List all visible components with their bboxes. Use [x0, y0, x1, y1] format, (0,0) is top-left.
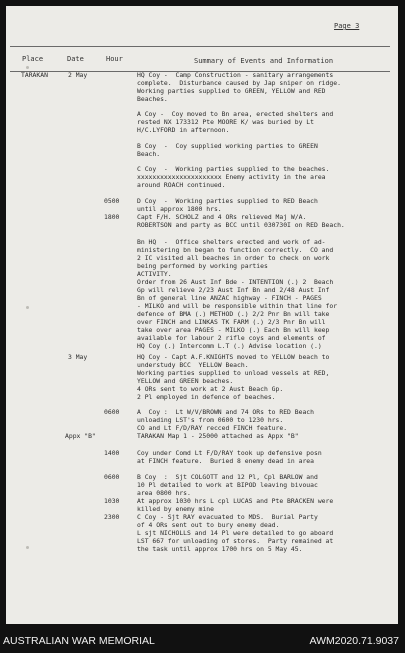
entry-line: A Coy : Lt W/V/BROWN and 74 ORs to RED Beach: [137, 408, 314, 416]
entry-line: rested NX 173312 Pte MOORE K/ was buried by Lt: [137, 118, 314, 126]
entry-line: Working parties supplied to unload vessels at RED,: [137, 369, 330, 377]
entry-line: available for labour 2 rifle coys and elements of: [137, 334, 326, 342]
entry-line: B Coy - Coy supplied working parties to GREEN: [137, 142, 318, 150]
entry-line: take over area PAGES - MILKO (.) Each Bn will keep: [137, 326, 330, 334]
entry-line: Coy under Comd Lt F/D/RAY took up defensive posn: [137, 449, 322, 457]
entry-line: H/C.LYFORD in afternoon.: [137, 126, 230, 134]
punch-hole: [26, 66, 29, 69]
entry-line: 2 IC visited all beaches in order to check on work: [137, 254, 330, 262]
entry-line: 10 Pl detailed to work at BIPOD leaving bivouac: [137, 481, 318, 489]
entry-line: YELLOW and GREEN beaches.: [137, 377, 234, 385]
entry-line: 2 Pl employed in defence of beaches.: [137, 393, 276, 401]
footer-institution: AUSTRALIAN WAR MEMORIAL: [3, 635, 155, 647]
entry-line: LST 667 for unloading of stores. Party remained at: [137, 537, 334, 545]
hour-2300: 2300: [104, 513, 120, 521]
hour-1030: 1030: [104, 497, 120, 505]
punch-hole: [26, 546, 29, 549]
entry-line: xxxxxxxxxxxxxxxxxxxxxx Enemy activity in the area: [137, 173, 326, 181]
entry-line: Capt F/H. SCHOLZ and 4 ORs relieved Maj W/A.: [137, 213, 307, 221]
entry-line: over FINCH and LINKAS TK FARM (.) 2/3 Pnr Bn will: [137, 318, 326, 326]
entry-line: Order from 26 Aust Inf Bde - INTENTION (.) 2 Beach: [137, 278, 334, 286]
place-tarakan: TARAKAN: [21, 71, 48, 79]
entry-line: 4 ORs sent to work at 2 Aust Beach Gp.: [137, 385, 284, 393]
column-header-hour: Hour: [106, 55, 123, 63]
punch-hole: [26, 306, 29, 309]
entry-line: being performed by working parties: [137, 262, 268, 270]
entry-line: HQ Coy (.) Intercomm L.T (.) Advise location (.): [137, 342, 322, 350]
entry-line: Bn of general line ANZAC highway - FINCH - PAGES: [137, 294, 322, 302]
entry-line: understudy BCC YELLOW Beach.: [137, 361, 249, 369]
entry-line: until approx 1800 hrs.: [137, 205, 222, 213]
page-number: Page 3: [334, 22, 360, 30]
entry-line: Beach.: [137, 150, 161, 158]
entry-line: L sjt NICHOLLS and 14 Pl were detailed to go aboard: [137, 529, 334, 537]
column-header-place: Place: [22, 55, 44, 63]
hour-1400: 1400: [104, 449, 120, 457]
entry-line: - MILKO and will be responsible within that line for: [137, 302, 338, 310]
header-rule-top: [10, 46, 390, 47]
hour-0500: 0500: [104, 197, 120, 205]
entry-line: defence of BMA (.) METHOD (.) 2/2 Pnr Bn will take: [137, 310, 330, 318]
footer-accession-number: AWM2020.71.9037: [309, 635, 399, 647]
entry-line: C Coy - Working parties supplied to the beaches.: [137, 165, 330, 173]
archive-footer: [0, 630, 405, 653]
column-header-date: Date: [67, 55, 84, 63]
entry-line: At approx 1030 hrs L cpl LUCAS and Pte BRACKEN were: [137, 497, 334, 505]
entry-line: Gp will relieve 2/23 Aust Inf Bn and 2/48 Aust Inf: [137, 286, 330, 294]
entry-line: the task until approx 1700 hrs on 5 May 45.: [137, 545, 303, 553]
entry-line: of 4 ORs sent out to bury enemy dead.: [137, 521, 280, 529]
date-2-may: 2 May: [68, 71, 88, 79]
entry-line: Working parties supplied to GREEN, YELLOW and RED: [137, 87, 326, 95]
entry-line: ROBERTSON and party as BCC until 030730I on RED Beach.: [137, 221, 345, 229]
entry-line: CO and Lt F/D/RAY recced FINCH feature.: [137, 424, 288, 432]
entry-line: unloading LST's from 0600 to 1230 hrs.: [137, 416, 284, 424]
hour-0600-b: 0600: [104, 473, 120, 481]
entry-line: ministering bn began to function correctly. CO and: [137, 246, 334, 254]
place-appx-b: Appx "B": [65, 432, 96, 440]
hour-1800: 1800: [104, 213, 120, 221]
entry-line: complete. Disturbance caused by Jap sniper on ridge.: [137, 79, 341, 87]
hour-0600: 0600: [104, 408, 120, 416]
entry-line: Bn HQ - Office shelters erected and work of ad-: [137, 238, 326, 246]
entry-line: Beaches.: [137, 95, 168, 103]
entry-line: ACTIVITY.: [137, 270, 172, 278]
entry-line: killed by enemy mine: [137, 505, 214, 513]
date-3-may: 3 May: [68, 353, 88, 361]
entry-line: B Coy : Sjt COLGOTT and 12 Pl, Cpl BARLOW and: [137, 473, 318, 481]
entry-line: at FINCH feature. Buried 8 enemy dead in area: [137, 457, 314, 465]
entry-line: A Coy - Coy moved to Bn area, erected shelters and: [137, 110, 334, 118]
entry-line: TARAKAN Map 1 - 25000 attached as Appx "B": [137, 432, 299, 440]
entry-line: HQ Coy - Camp Construction - sanitary arrangements: [137, 71, 334, 79]
entry-line: D Coy - Working parties supplied to RED Beach: [137, 197, 318, 205]
entry-line: around ROACH continued.: [137, 181, 226, 189]
entry-line: area 0800 hrs.: [137, 489, 191, 497]
entry-line: C Coy - Sjt RAY evacuated to MDS. Burial Party: [137, 513, 318, 521]
document-page: [6, 6, 398, 624]
column-header-summary: Summary of Events and Information: [194, 57, 334, 65]
entry-line: HQ Coy - Capt A.F.KNIGHTS moved to YELLOW beach to: [137, 353, 330, 361]
